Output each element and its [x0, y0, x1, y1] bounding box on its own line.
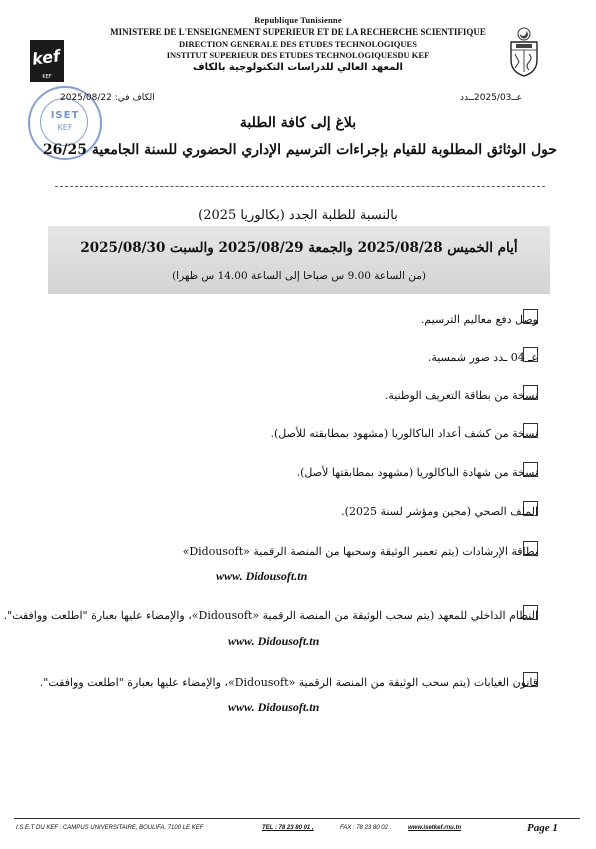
document-number: عــ2025/03ــدد — [460, 93, 523, 103]
list-item: نسخة من بطاقة التعريف الوطنية. — [384, 388, 538, 402]
header-ministry: MINISTERE DE L'ENSEIGNEMENT SUPERIEUR ET DE LA RECHERCHE SCIENTIFIQUE — [110, 27, 486, 37]
list-item: نسخة من شهادة الباكالوريا (مشهود بمطابقتها لأصل). — [296, 465, 538, 479]
page-number: Page 1 — [527, 822, 558, 834]
footer-tel: TEL : 78 23 80 01 , — [262, 825, 314, 831]
list-item: النظام الداخلي للمعهد (يتم سحب الوثيقة من المنصة الرقمية «Didousoft»، والإمضاء عليها بعبارة "اطلعت ووافقت". — [3, 608, 538, 622]
didousoft-link[interactable]: www. Didousoft.tn — [228, 634, 320, 648]
footer-website[interactable]: www.isetkef.rnu.tn — [408, 825, 462, 831]
registration-dates: أيام الخميس 2025/08/28 والجمعة 2025/08/29 والسبت 2025/08/30 — [80, 240, 518, 256]
list-item: بطاقة الإرشادات (يتم تعمير الوثيقة وسحبها من المنصة الرقمية «Didousoft» — [182, 544, 538, 558]
notice-subject: حول الوثائق المطلوبة للقيام بإجراءات الترسيم الإداري الحضوري للسنة الجامعية 26/25 — [42, 142, 558, 158]
footer-address: I.S.E.T DU KEF : CAMPUS UNIVERSITAIRE, BOULIFA, 7100 LE KEF — [16, 825, 204, 831]
logo-text: kef — [30, 46, 62, 69]
document-date: الكاف في: 2025/08/22 — [60, 93, 155, 103]
footer-fax: FAX : 78 23 80 02 , — [340, 825, 392, 831]
dashed-divider — [55, 186, 545, 187]
list-item: قانون الغيابات (يتم سحب الوثيقة من المنصة الرقمية «Didousoft»، والإمضاء عليها بعبارة "اطلعت ووافقت". — [39, 675, 538, 689]
header-direction: DIRECTION GENERALE DES ETUDES TECHNOLOGIQUES — [179, 39, 417, 49]
registration-hours: (من الساعة 9.00 س صباحا إلى الساعة 14.00 س ظهرا) — [172, 270, 426, 282]
footer-divider — [14, 818, 580, 819]
dates-band — [48, 226, 550, 294]
list-item: نسخة من كشف أعداد الباكالوريا (مشهود بمطابقته للأصل). — [270, 426, 538, 440]
list-item: عـ 04 ـدد صور شمسية. — [427, 350, 538, 364]
header-republic: Republique Tunisienne — [254, 15, 342, 25]
iset-kef-logo — [30, 40, 64, 82]
tunisia-coat-of-arms-icon — [506, 26, 542, 78]
notice-title: بلاغ إلى كافة الطلبة — [239, 115, 357, 131]
didousoft-link[interactable]: www. Didousoft.tn — [228, 700, 320, 714]
header-institute-ar: المعهد العالي للدراسات التكنولوجية بالكاف — [193, 62, 403, 73]
header-institute-fr: INSTITUT SUPERIEUR DES ETUDES TECHNOLOGIQUESDU KEF — [166, 50, 430, 60]
stamp-label-1: ISET — [50, 110, 80, 121]
stamp-label-2: KEF — [57, 123, 73, 132]
didousoft-link[interactable]: www. Didousoft.tn — [216, 569, 308, 583]
logo-subtext: KEF — [42, 74, 52, 80]
list-item: وصل دفع معاليم الترسيم. — [420, 312, 538, 326]
list-item: الملف الصحي (محين ومؤشر لسنة 2025). — [341, 504, 538, 518]
section-heading: بالنسبة للطلبة الجدد (بكالوريا 2025) — [198, 208, 398, 223]
